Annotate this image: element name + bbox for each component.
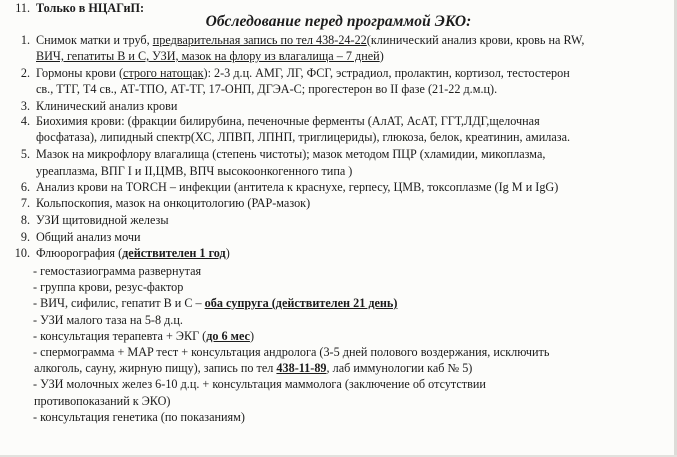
text-line — [33, 263, 201, 279]
text-run: действителен 1 год — [122, 246, 226, 260]
text-line — [36, 32, 584, 48]
text-line — [36, 0, 144, 16]
list-number: 9. — [20, 230, 30, 244]
text-run: противопоказаний к ЭКО) — [34, 394, 171, 408]
document-title: Обследование перед программой ЭКО: — [205, 13, 472, 30]
text-run: оба супруга (действителен 21 день) — [204, 296, 398, 310]
list-number: 1. — [20, 33, 30, 47]
text-run: Гормоны крови ( — [36, 66, 124, 80]
text-run: (клинический анализ крови, кровь на RW, — [366, 33, 585, 47]
emphasis — [206, 329, 250, 343]
text-run: - консультация терапевта + ЭКГ ( — [33, 329, 207, 343]
text-line — [36, 98, 177, 114]
text-run: - УЗИ молочных желез 6-10 д.ц. + консультация маммолога (заключение об отсутствии — [33, 377, 486, 391]
text-line — [36, 179, 558, 195]
text-line — [33, 376, 486, 392]
emphasis — [122, 246, 226, 260]
text-run: Только в НЦАГиП: — [36, 1, 145, 15]
list-number: 8. — [20, 213, 30, 227]
text-run: 438-11-89 — [276, 361, 327, 375]
text-run: Клинический анализ крови — [36, 99, 178, 113]
text-run: - ВИЧ, сифилис, гепатит В и С – — [33, 296, 205, 310]
emphasis — [205, 296, 398, 310]
text-run: строго натощак — [123, 66, 204, 80]
text-run: - группа крови, резус-фактор — [33, 280, 184, 294]
text-line — [36, 81, 497, 97]
text-run: - УЗИ малого таза на 5-8 д.ц. — [33, 313, 183, 327]
text-run: Анализ крови на TORCH – инфекции (антитела к краснухе, герпесу, ЦМВ, токсоплазме (Ig M и IgG) — [36, 180, 559, 194]
list-number: 11. — [15, 1, 30, 15]
text-line — [36, 113, 540, 129]
text-line — [36, 48, 384, 64]
text-run: Снимок матки и труб, — [36, 33, 153, 47]
text-run: - спермограмма + MAP тест + консультация андролога (3-5 дней полового воздержания, исключить — [33, 345, 550, 359]
text-run: уреаплазма, ВПГ I и II,ЦМВ, ВПЧ высокоонкогенного типа ) — [36, 164, 353, 178]
list-number: 10. — [14, 246, 30, 260]
text-run: св., ТТГ, Т4 св., АТ-ТПО, АТ-ТГ, 17-ОНП, ДГЭА-С; прогестерон во II фазе (21-22 д.м.ц). — [36, 82, 498, 96]
list-number: 3. — [20, 99, 30, 113]
text-line — [36, 129, 570, 145]
text-line — [33, 328, 254, 344]
list-number: 5. — [20, 147, 30, 161]
text-line — [36, 146, 545, 162]
text-line — [33, 279, 183, 295]
text-run: фосфатаза), липидный спектр(ХС, ЛПВП, ЛПНП, триглицериды), глюкоза, белок, креатинин, амилаза. — [36, 130, 571, 144]
text-run: - консультация генетика (по показаниям) — [33, 410, 245, 424]
text-line — [36, 212, 169, 228]
text-line — [34, 393, 170, 409]
list-number: 6. — [20, 180, 30, 194]
text-line — [36, 245, 230, 261]
text-run: ВИЧ, гепатиты В и С, УЗИ, мазок на флору из влагалища – 7 дней — [36, 49, 380, 63]
text-run: , лаб иммунологии каб № 5) — [326, 361, 473, 375]
text-line — [36, 65, 570, 81]
text-run: Флюорография ( — [36, 246, 123, 260]
text-run: ) — [379, 49, 384, 63]
text-run: до 6 мес — [206, 329, 250, 343]
text-run: алкоголь, сауну, жирную пищу), запись по тел — [34, 361, 277, 375]
text-line — [33, 344, 549, 360]
text-line — [33, 295, 397, 311]
text-run: УЗИ щитовидной железы — [36, 213, 169, 227]
text-run: Биохимия крови: (фракции билирубина, печеночные ферменты (АлАТ, АсАТ, ГГТ,ЛДГ,щелочная — [36, 114, 540, 128]
text-run: ): 2-3 д.ц. АМГ, ЛГ, ФСГ, эстрадиол, пролактин, кортизол, тестостерон — [203, 66, 570, 80]
text-run: Кольпоскопия, мазок на онкоцитологию (РАР-мазок) — [36, 196, 311, 210]
text-line — [34, 360, 472, 376]
list-number: 4. — [20, 114, 30, 128]
text-run: ) — [249, 329, 255, 343]
text-line — [33, 312, 183, 328]
text-line — [36, 195, 310, 211]
text-run: Общий анализ мочи — [36, 230, 141, 244]
list-number: 7. — [20, 196, 30, 210]
text-run: - гемостазиограмма развернутая — [33, 264, 202, 278]
text-run: Мазок на микрофлору влагалища (степень чистоты); мазок методом ПЦР (хламидии, микоплазма, — [36, 147, 546, 161]
emphasis — [276, 361, 326, 375]
text-line — [36, 229, 141, 245]
list-number: 2. — [20, 66, 30, 80]
text-run: ) — [225, 246, 230, 260]
text-line — [33, 409, 245, 425]
text-run: предварительная запись по тел 438-24-22 — [152, 33, 367, 47]
text-line — [36, 163, 352, 179]
